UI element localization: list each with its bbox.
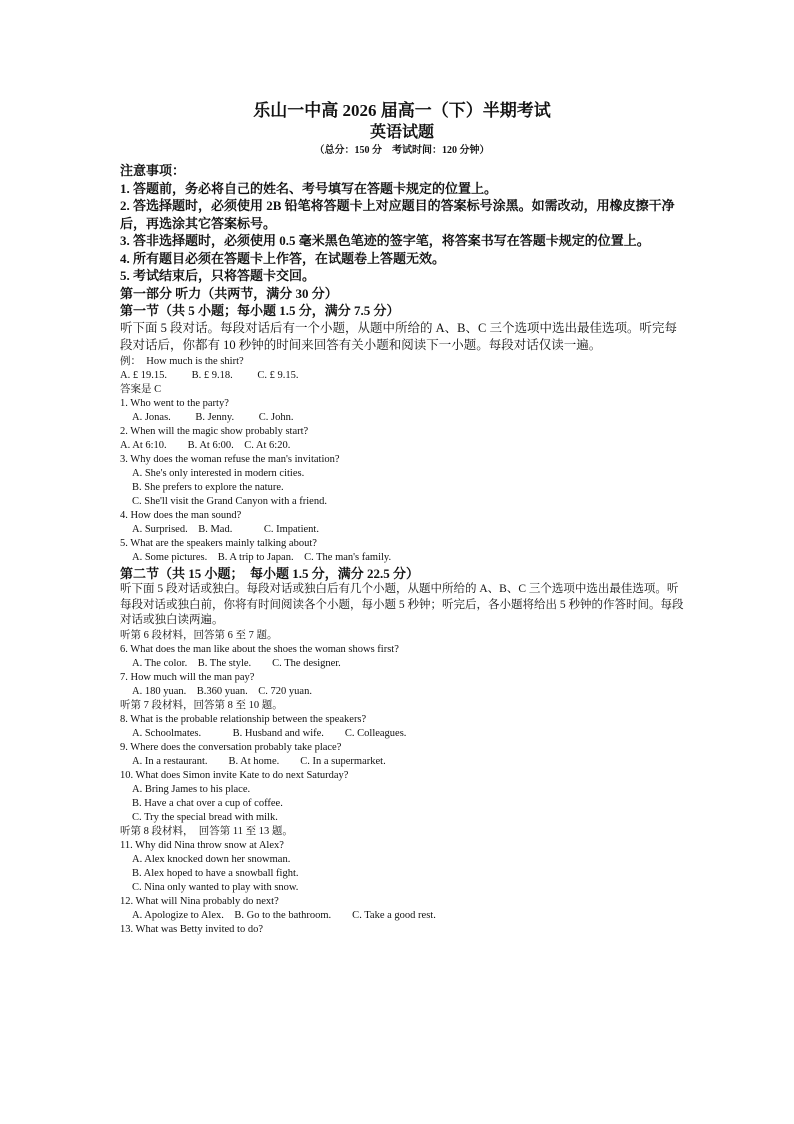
question-1: 1. Who went to the party? [120,397,229,409]
notice-item: 5. 考试结束后，只将答题卡交回。 [120,268,316,283]
question-2-options: A. At 6:10. B. At 6:00. C. At 6:20. [120,439,291,451]
question-6: 6. What does the man like about the shoes the woman shows first? [120,643,399,655]
question-10-option-b: B. Have a chat over a cup of coffee. [132,797,283,809]
question-7-options: A. 180 yuan. B.360 yuan. C. 720 yuan. [132,685,312,697]
option: A. £ 19.15. [120,369,167,381]
section1-title: 第一节（共 5 小题；每小题 1.5 分，满分 7.5 分） [120,303,400,318]
question-6-options: A. The color. B. The style. C. The designer. [132,657,341,669]
notice-item: 2. 答选择题时，必须使用 2B 铅笔将答题卡上对应题目的答案标号涂黑。如需改动，用橡皮擦干净后，再选涂其它答案标号。 [120,198,675,231]
question-11-option-b: B. Alex hoped to have a snowball fight. [132,867,299,879]
question-8: 8. What is the probable relationship between the speakers? [120,713,367,725]
question-3-option-b: B. She prefers to explore the nature. [132,481,284,493]
question-10-option-c: C. Try the special bread with milk. [132,811,278,823]
option: B. £ 9.18. [191,369,233,381]
exam-meta: （总分：150 分 考试时间：120 分钟） [314,145,490,156]
question-9: 9. Where does the conversation probably take place? [120,741,342,753]
example-question: 例： How much is the shirt? [120,355,244,367]
material-note-7: 听第 7 段材料，回答第 8 至 10 题。 [120,699,283,711]
question-10-option-a: A. Bring James to his place. [132,783,251,795]
notice-item: 1. 答题前，务必将自己的姓名、考号填写在答题卡规定的位置上。 [120,180,498,196]
question-9-options: A. In a restaurant. B. At home. C. In a supermarket. [132,755,386,767]
section1-instruction: 听下面 5 段对话。每段对话后有一个小题，从题中所给的 A、B、C 三个选项中选出最佳选项。听完每段对话后，你都有 10 秒钟的时间来回答有关小题和阅读下一小题。每段对话仅读一遍。 [120,320,677,352]
question-7: 7. How much will the man pay? [120,671,255,683]
question-3-option-c: C. She'll visit the Grand Canyon with a friend. [132,495,327,507]
option: C. John. [258,411,294,423]
notice-item: 4. 所有题目必须在答题卡上作答，在试题卷上答题无效。 [120,250,446,266]
material-note-6: 听第 6 段材料，回答第 6 至 7 题。 [120,629,278,641]
section2-instruction: 听下面 5 段对话或独白。每段对话或独白后有几个小题，从题中所给的 A、B、C 三个选项中选出最佳选项。听每段对话或独白前，你将有时间阅读各个小题，每小题 5 秒钟；听完后，各小题将给出 5 秒钟的作答时间。每段对话或独白读两遍。 [120,583,684,626]
question-8-options: A. Schoolmates. B. Husband and wife. C. Colleagues. [132,727,407,739]
question-4-options: A. Surprised. B. Mad. C. Impatient. [132,523,319,535]
notice-item: 3. 答非选择题时，必须使用 0.5 毫米黑色笔迹的签字笔，将答案书写在答题卡规定的位置上。 [120,233,650,248]
example-answer: 答案是 C [120,383,162,395]
part1-title: 第一部分 听力（共两节，满分 30 分） [120,285,338,301]
question-11-option-a: A. Alex knocked down her snowman. [132,853,291,865]
question-10: 10. What does Simon invite Kate to do next Saturday? [120,769,349,781]
exam-title: 乐山一中高 2026 届高一（下）半期考试 [253,101,551,120]
example-options [120,369,684,383]
question-1-options [120,411,684,425]
notice-title: 注意事项： [120,163,186,178]
question-3: 3. Why does the woman refuse the man's invitation? [120,453,340,465]
question-13: 13. What was Betty invited to do? [120,923,263,935]
material-note-8: 听第 8 段材料， 回答第 11 至 13 题。 [120,825,293,837]
question-2: 2. When will the magic show probably start? [120,425,309,437]
question-12: 12. What will Nina probably do next? [120,895,279,907]
option: A. Jonas. [132,411,171,423]
question-11: 11. Why did Nina throw snow at Alex? [120,839,284,851]
question-5-options: A. Some pictures. B. A trip to Japan. C. The man's family. [132,551,392,563]
question-5: 5. What are the speakers mainly talking about? [120,537,317,549]
question-11-option-c: C. Nina only wanted to play with snow. [132,881,299,893]
question-4: 4. How does the man sound? [120,509,242,521]
exam-subtitle: 英语试题 [369,124,434,141]
question-3-option-a: A. She's only interested in modern cities. [132,467,305,479]
option: B. Jenny. [195,411,235,423]
question-12-options: A. Apologize to Alex. B. Go to the bathroom. C. Take a good rest. [132,909,436,921]
option: C. £ 9.15. [257,369,299,381]
section2-title: 第二节（共 15 小题； 每小题 1.5 分，满分 22.5 分） [120,565,420,581]
